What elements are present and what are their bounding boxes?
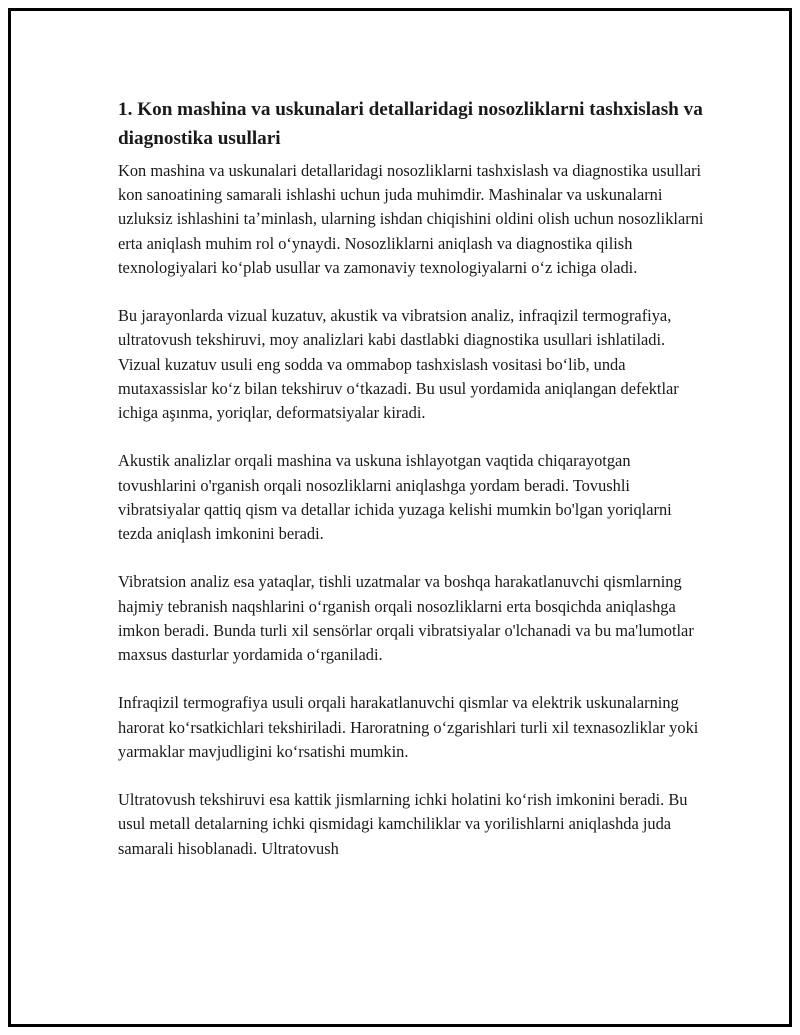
document-heading: 1. Kon mashina va uskunalari detallaridagi nosozliklarni tashxislash va diagnostika usullari bbox=[118, 99, 703, 149]
paragraph: Bu jarayonlarda vizual kuzatuv, akustik va vibratsion analiz, infraqizil termografiya, ultratovush tekshiruvi, moy analizlari kabi dastlabki diagnostika usullari ishlatiladi. Vizual kuzatuv usuli eng sodda va ommabop tashxislash vositasi boʻlib, unda mutaxassislar koʻz bilan tekshiruv oʻtkazadi. Bu usul yordamida aniqlangan defektlar ichiga aşınma, yoriqlar, deformatsiyalar kiradi. bbox=[118, 306, 679, 423]
document-body bbox=[118, 95, 708, 861]
paragraph: Akustik analizlar orqali mashina va uskuna ishlayotgan vaqtida chiqarayotgan tovushlarini o'rganish orqali nosozliklarni aniqlashga yordam beradi. Tovushli vibratsiyalar qattiq qism va detallar ichida yuzaga kelishi mumkin bo'lgan yoriqlarni tezda aniqlash imkonini beradi. bbox=[118, 451, 672, 544]
paragraph: Vibratsion analiz esa yataqlar, tishli uzatmalar va boshqa harakatlanuvchi qismlarning hajmiy tebranish naqshlarini oʻrganish orqali nosozliklarni erta bosqichda aniqlashga imkon beradi. Bunda turli xil sensörlar orqali vibratsiyalar o'lchanadi va bu ma'lumotlar maxsus dasturlar yordamida oʻrganiladi. bbox=[118, 572, 694, 665]
page-frame bbox=[8, 8, 792, 1027]
paragraph: Ultratovush tekshiruvi esa kattik jismlarning ichki holatini koʻrish imkonini beradi. Bu usul metall detalarning ichki qismidagi kamchiliklar va yorilishlarni aniqlashda juda samarali hisoblanadi. Ultratovush bbox=[118, 790, 688, 858]
paragraph: Kon mashina va uskunalari detallaridagi nosozliklarni tashxislash va diagnostika usullari kon sanoatining samarali ishlashi uchun juda muhimdir. Mashinalar va uskunalarni uzluksiz ishlashini taʼminlash, ularning ishdan chiqishini oldini olish uchun nosozliklarni erta aniqlash muhim rol oʻynaydi. Nosozliklarni aniqlash va diagnostika qilish texnologiyalari koʻplab usullar va zamonaviy texnologiyalarni oʻz ichiga oladi. bbox=[118, 161, 704, 277]
paragraph: Infraqizil termografiya usuli orqali harakatlanuvchi qismlar va elektrik uskunalarning harorat koʻrsatkichlari tekshiriladi. Haroratning oʻzgarishlari turli xil texnasozliklar yoki yarmaklar mavjudligini koʻrsatishi mumkin. bbox=[118, 693, 699, 761]
